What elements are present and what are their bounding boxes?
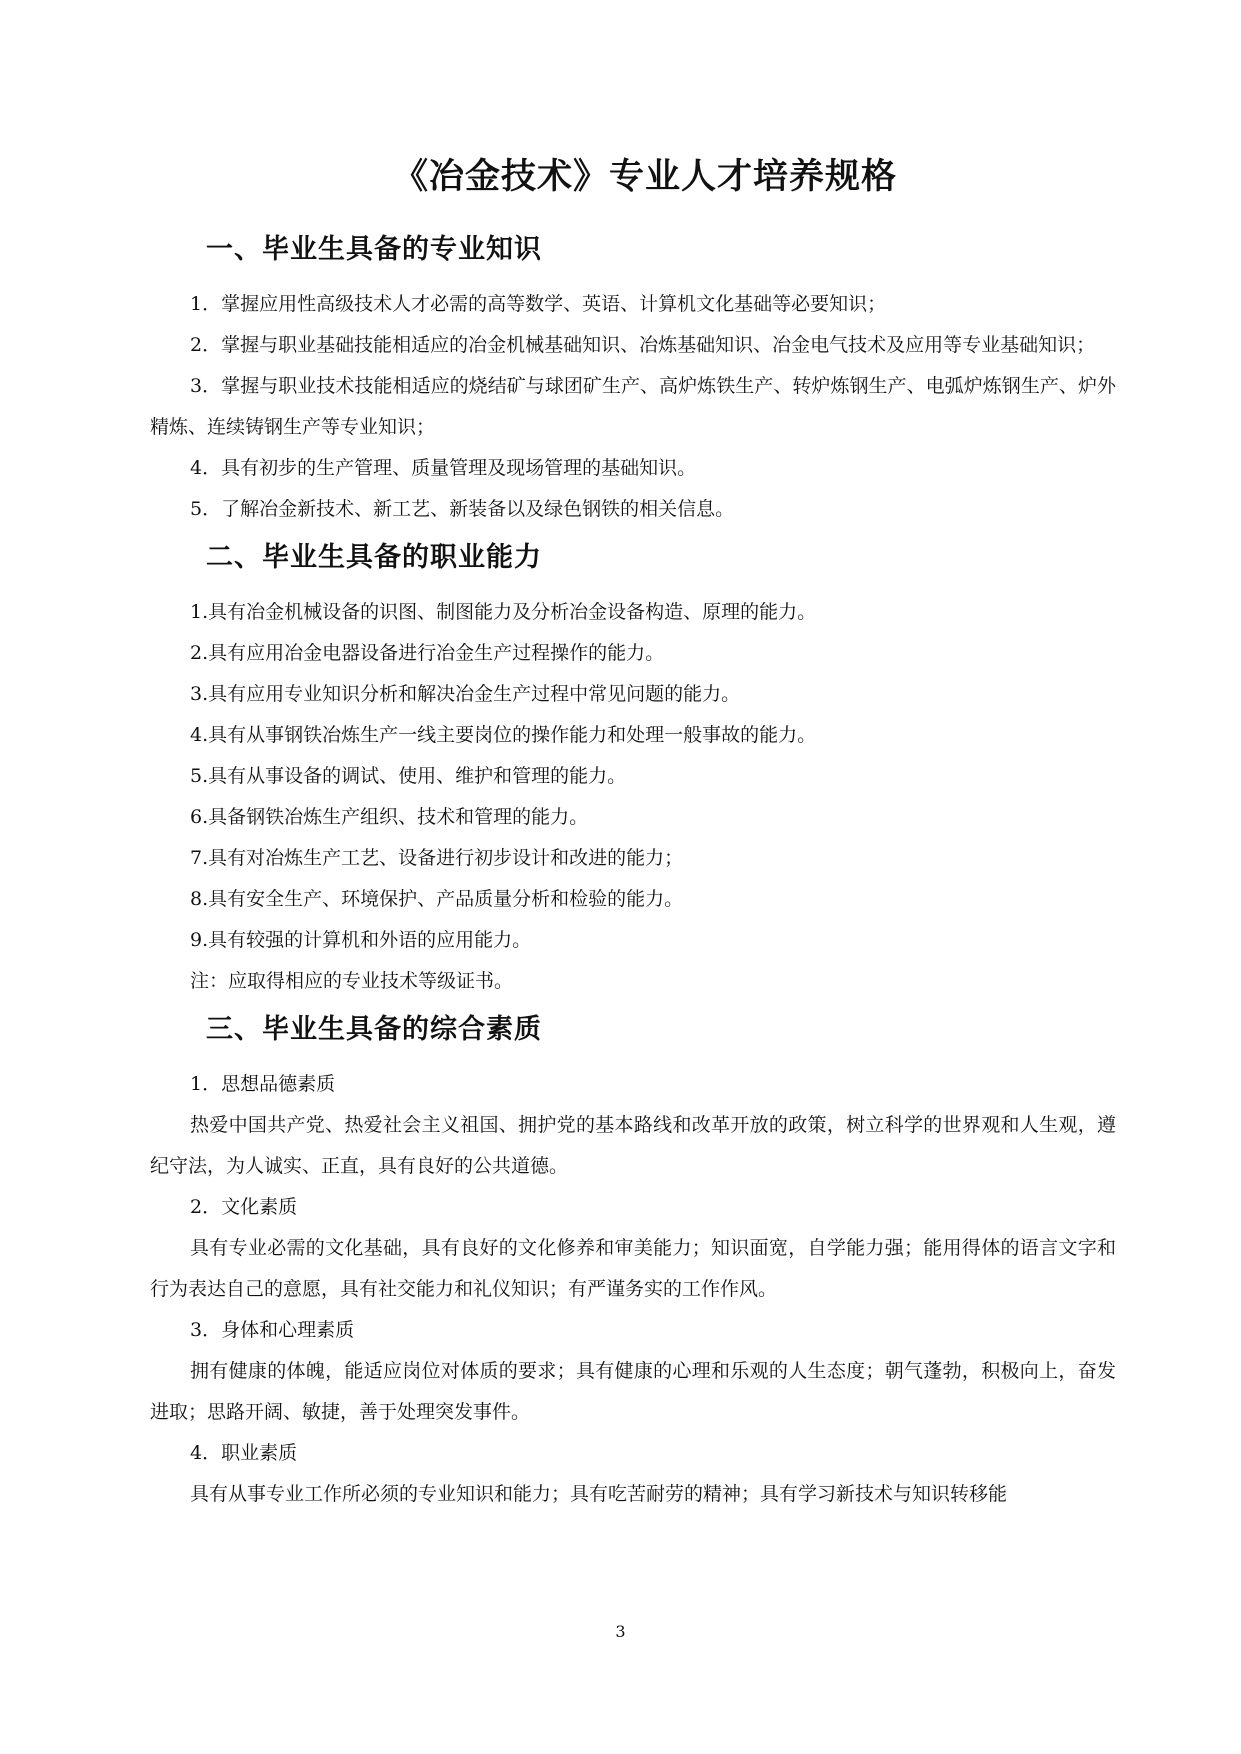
- paragraph: 8.具有安全生产、环境保护、产品质量分析和检验的能力。: [190, 888, 684, 910]
- paragraph: 6.具备钢铁冶炼生产组织、技术和管理的能力。: [190, 806, 589, 828]
- section-professional-knowledge: [150, 230, 1116, 530]
- paragraph: 热爱中国共产党、热爱社会主义祖国、拥护党的基本路线和改革开放的政策，树立科学的世界观和人生观，遵纪守法，为人诚实、正直，具有良好的公共道德。: [150, 1114, 1116, 1177]
- subheading-paragraph: 1．思想品德素质: [190, 1073, 336, 1095]
- paragraph: 5．了解冶金新技术、新工艺、新装备以及绿色钢铁的相关信息。: [190, 498, 735, 520]
- paragraph: 4.具有从事钢铁冶炼生产一线主要岗位的操作能力和处理一般事故的能力。: [190, 724, 817, 746]
- document-title: 《冶金技术》专业人才培养规格: [392, 157, 897, 197]
- note-paragraph: 注：应取得相应的专业技术等级证书。: [190, 970, 514, 992]
- paragraph: 拥有健康的体魄，能适应岗位对体质的要求；具有健康的心理和乐观的人生态度；朝气蓬勃，积极向上，奋发进取；思路开阔、敏捷，善于处理突发事件。: [150, 1360, 1116, 1423]
- section-heading: 一、毕业生具备的专业知识: [206, 234, 542, 265]
- section-heading: 三、毕业生具备的综合素质: [206, 1014, 542, 1045]
- paragraph: 9.具有较强的计算机和外语的应用能力。: [190, 929, 532, 951]
- subheading-paragraph: 4．职业素质: [190, 1442, 298, 1464]
- paragraph: 7.具有对冶炼生产工艺、设备进行初步设计和改进的能力；: [190, 847, 684, 869]
- paragraph: 具有从事专业工作所必须的专业知识和能力；具有吃苦耐劳的精神；具有学习新技术与知识转移能: [190, 1483, 1008, 1505]
- paragraph: 具有专业必需的文化基础，具有良好的文化修养和审美能力；知识面宽，自学能力强；能用得体的语言文字和行为表达自己的意愿，具有社交能力和礼仪知识；有严谨务实的工作作风。: [150, 1237, 1116, 1300]
- paragraph: 5.具有从事设备的调试、使用、维护和管理的能力。: [190, 765, 627, 787]
- paragraph: 1．掌握应用性高级技术人才必需的高等数学、英语、计算机文化基础等必要知识；: [190, 293, 887, 315]
- subheading-paragraph: 2．文化素质: [190, 1196, 298, 1218]
- paragraph: 3.具有应用专业知识分析和解决冶金生产过程中常见问题的能力。: [190, 683, 741, 705]
- paragraph: 1.具有冶金机械设备的识图、制图能力及分析冶金设备构造、原理的能力。: [190, 601, 817, 623]
- section-heading: 二、毕业生具备的职业能力: [206, 542, 542, 573]
- paragraph: 2．掌握与职业基础技能相适应的冶金机械基础知识、冶炼基础知识、冶金电气技术及应用等专业基础知识；: [190, 334, 1096, 356]
- paragraph: 4．具有初步的生产管理、质量管理及现场管理的基础知识。: [190, 457, 697, 479]
- paragraph: 2.具有应用冶金电器设备进行冶金生产过程操作的能力。: [190, 642, 665, 664]
- subheading-paragraph: 3．身体和心理素质: [190, 1319, 355, 1341]
- section-comprehensive-quality: [150, 1010, 1116, 1515]
- section-vocational-ability: [150, 538, 1116, 1002]
- page-number: 3: [615, 1622, 626, 1641]
- paragraph: 3．掌握与职业技术技能相适应的烧结矿与球团矿生产、高炉炼铁生产、转炉炼钢生产、电弧炉炼钢生产、炉外精炼、连续铸钢生产等专业知识；: [150, 375, 1116, 438]
